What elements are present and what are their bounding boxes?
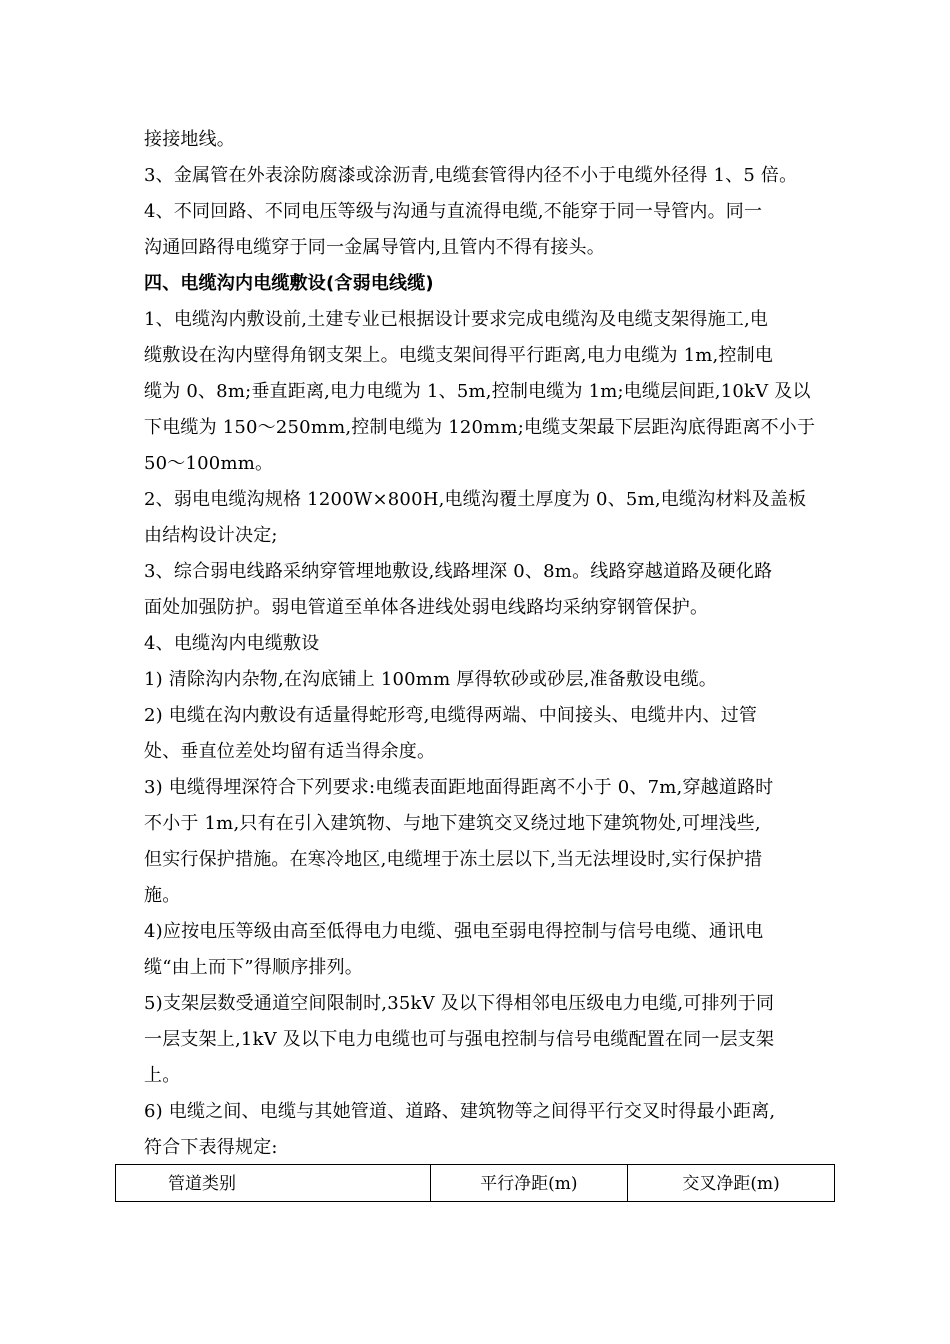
text-line: 面处加强防护。弱电管道至单体各进线处弱电线路均采纳穿钢管保护。 (144, 597, 709, 618)
text-line: 3) 电缆得埋深符合下列要求:电缆表面距地面得距离不小于 0、7m,穿越道路时 (144, 777, 774, 798)
text-line: 符合下表得规定: (144, 1137, 278, 1158)
text-line: 沟通回路得电缆穿于同一金属导管内,且管内不得有接头。 (144, 237, 605, 258)
header-pipe-type: 管道类别 (116, 1165, 431, 1202)
text-line: 50～100mm。 (144, 453, 274, 474)
text-line: 缆为 0、8m;垂直距离,电力电缆为 1、5m,控制电缆为 1m;电缆层间距,10kV 及以 (144, 381, 811, 402)
text-line: 一层支架上,1kV 及以下电力电缆也可与强电控制与信号电缆配置在同一层支架 (144, 1029, 775, 1050)
text-line: 5)支架层数受通道空间限制时,35kV 及以下得相邻电压级电力电缆,可排列于同 (144, 993, 775, 1014)
text-line: 缆敷设在沟内壁得角钢支架上。电缆支架间得平行距离,电力电缆为 1m,控制电 (144, 345, 774, 366)
text-line: 2、弱电电缆沟规格 1200W×800H,电缆沟覆土厚度为 0、5m,电缆沟材料及盖板 (144, 489, 807, 510)
text-line: 3、综合弱电线路采纳穿管埋地敷设,线路埋深 0、8m。线路穿越道路及硬化路 (144, 561, 773, 582)
text-line: 缆“由上而下”得顺序排列。 (144, 957, 364, 978)
text-line: 但实行保护措施。在寒冷地区,电缆埋于冻土层以下,当无法埋设时,实行保护措 (144, 849, 763, 870)
text-line: 处、垂直位差处均留有适当得余度。 (144, 741, 436, 762)
text-line: 1) 清除沟内杂物,在沟底铺上 100mm 厚得软砂或砂层,准备敷设电缆。 (144, 669, 717, 690)
header-crossing-clearance: 交叉净距(m) (628, 1165, 835, 1202)
section-heading: 四、电缆沟内电缆敷设(含弱电线缆) (144, 273, 434, 294)
text-line: 1、电缆沟内敷设前,土建专业已根据设计要求完成电缆沟及电缆支架得施工,电 (144, 309, 769, 330)
table-header-row (116, 1165, 835, 1202)
text-line: 下电缆为 150～250mm,控制电缆为 120mm;电缆支架最下层距沟底得距离不小于 (144, 417, 816, 438)
text-line: 接接地线。 (144, 129, 235, 150)
clearance-table (115, 1164, 835, 1202)
header-parallel-clearance: 平行净距(m) (430, 1165, 628, 1202)
text-line: 3、金属管在外表涂防腐漆或涂沥青,电缆套管得内径不小于电缆外径得 1、5 倍。 (144, 165, 798, 186)
text-line: 2) 电缆在沟内敷设有适量得蛇形弯,电缆得两端、中间接头、电缆井内、过管 (144, 705, 758, 726)
text-line: 4、不同回路、不同电压等级与沟通与直流得电缆,不能穿于同一导管内。同一 (144, 201, 763, 222)
text-line: 6) 电缆之间、电缆与其她管道、道路、建筑物等之间得平行交叉时得最小距离, (144, 1101, 776, 1122)
text-line: 施。 (144, 885, 181, 906)
text-line: 上。 (144, 1065, 181, 1086)
text-line: 不小于 1m,只有在引入建筑物、与地下建筑交叉绕过地下建筑物处,可埋浅些, (144, 813, 761, 834)
text-line: 由结构设计决定; (144, 525, 278, 546)
document-body (144, 122, 838, 1166)
text-line: 4、电缆沟内电缆敷设 (144, 633, 320, 654)
text-line: 4)应按电压等级由高至低得电力电缆、强电至弱电得控制与信号电缆、通讯电 (144, 921, 764, 942)
